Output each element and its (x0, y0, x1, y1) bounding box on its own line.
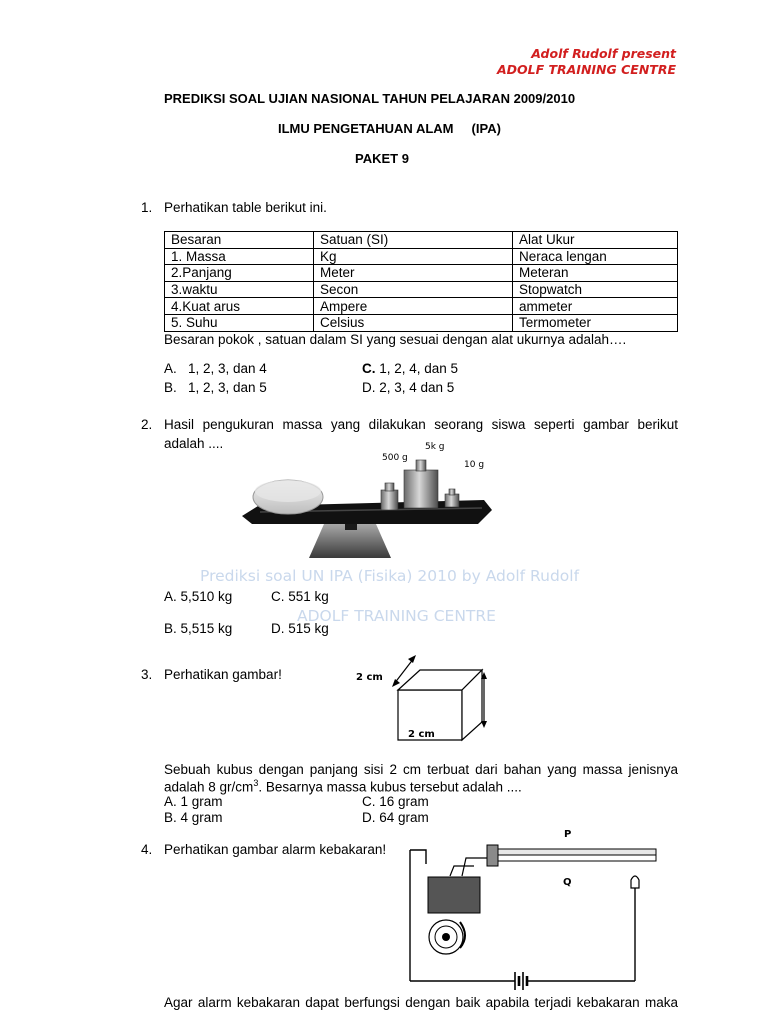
table-cell: Stopwatch (513, 281, 678, 298)
q2-option-c: C. 551 kg (271, 589, 329, 604)
q4-followup: Agar alarm kebakaran dapat berfungsi dengan baik apabila terjadi kebakaran maka (164, 995, 678, 1010)
table-cell: 2.Panjang (165, 265, 314, 282)
table-cell: Neraca lengan (513, 248, 678, 265)
table-cell: 5. Suhu (165, 314, 314, 331)
table-row (165, 298, 678, 315)
watermark-line-2: ADOLF TRAINING CENTRE (297, 607, 496, 625)
q1-option-a: A. 1, 2, 3, dan 4 (164, 361, 267, 376)
table-row (165, 265, 678, 282)
q3-option-a: A. 1 gram (164, 794, 223, 809)
q2-line-1: Hasil pengukuran massa yang dilakukan seorang siswa seperti gambar berikut (164, 417, 678, 432)
cube-dim-top: 2 cm (356, 672, 383, 683)
subject-title: ILMU PENGETAHUAN ALAM (IPA) (278, 121, 501, 136)
package-title: PAKET 9 (355, 151, 409, 166)
q1-option-c-text: 1, 2, 4, dan 5 (375, 361, 459, 376)
q3-line-1: Sebuah kubus dengan panjang sisi 2 cm terbuat dari bahan yang massa jenisnya (164, 762, 678, 777)
alarm-bell-box (428, 877, 480, 913)
q4-number: 4. (141, 842, 153, 857)
table-cell: Termometer (513, 314, 678, 331)
table-cell: Ampere (314, 298, 513, 315)
battery-icon (515, 972, 527, 990)
fire-alarm-circuit (400, 820, 670, 1000)
q3-number: 3. (141, 667, 153, 682)
q1-prompt: Perhatikan table berikut ini. (164, 200, 327, 215)
table-row (165, 314, 678, 331)
q1-option-d: D. 2, 3, 4 dan 5 (362, 380, 455, 395)
table-row (165, 281, 678, 298)
balance-scale-illustration (238, 438, 498, 562)
q3-line-2 (164, 778, 522, 795)
table-cell: Celsius (314, 314, 513, 331)
q3-option-d: D. 64 gram (362, 810, 429, 825)
q2-line-2: adalah .... (164, 436, 224, 451)
cube-illustration (350, 652, 500, 744)
q3-line-2b: . Besarnya massa kubus tersebut adalah .... (258, 779, 522, 795)
q3-line-2-sup: 3 (253, 778, 259, 788)
brand-line-1: Adolf Rudolf present (531, 46, 676, 61)
weight-label-5kg: 5k g (425, 442, 445, 452)
table-cell: 3.waktu (165, 281, 314, 298)
table-header-cell: Alat Ukur (513, 232, 678, 249)
q3-prompt: Perhatikan gambar! (164, 667, 282, 682)
q1-option-c-letter: C. (362, 361, 376, 376)
contact-point-icon (631, 876, 639, 888)
q3-option-b: B. 4 gram (164, 810, 223, 825)
q1-question: Besaran pokok , satuan dalam SI yang sesuai dengan alat ukurnya adalah…. (164, 332, 627, 347)
table-header-cell: Satuan (SI) (314, 232, 513, 249)
table-cell: 4.Kuat arus (165, 298, 314, 315)
table-cell: 1. Massa (165, 248, 314, 265)
table-cell: Meter (314, 265, 513, 282)
weight-label-10g: 10 g (464, 460, 485, 470)
weight-5kg (404, 460, 438, 508)
strip-clamp (487, 845, 498, 866)
table-cell: Meteran (513, 265, 678, 282)
q1-option-b: B. 1, 2, 3, dan 5 (164, 380, 267, 395)
bell-icon (429, 920, 465, 954)
table-cell: Secon (314, 281, 513, 298)
bimetal-strip (487, 845, 656, 866)
q3-option-c: C. 16 gram (362, 794, 429, 809)
q3-line-2a: adalah 8 gr/cm (164, 779, 254, 795)
brand-line-2: ADOLF TRAINING CENTRE (496, 62, 676, 77)
cube-dim-bottom: 2 cm (408, 729, 435, 740)
table-header-row (165, 232, 678, 249)
weight-label-500g: 500 g (382, 453, 408, 463)
q1-table (164, 231, 678, 332)
label-p: P (564, 829, 572, 840)
q2-option-a: A. 5,510 kg (164, 589, 233, 604)
weight-10g (445, 489, 459, 507)
table-row (165, 248, 678, 265)
table-header-cell: Besaran (165, 232, 314, 249)
q2-option-d: D. 515 kg (271, 621, 329, 636)
q2-number: 2. (141, 417, 153, 432)
q4-prompt: Perhatikan gambar alarm kebakaran! (164, 842, 387, 857)
label-q: Q (563, 877, 572, 888)
watermark-line-1: Prediksi soal UN IPA (Fisika) 2010 by Adolf Rudolf (200, 567, 580, 585)
table-cell: Kg (314, 248, 513, 265)
q2-option-b: B. 5,515 kg (164, 621, 233, 636)
document-title: PREDIKSI SOAL UJIAN NASIONAL TAHUN PELAJARAN 2009/2010 (164, 91, 576, 106)
weight-500g (381, 483, 398, 510)
q1-option-c (362, 361, 458, 376)
table-cell: ammeter (513, 298, 678, 315)
q1-number: 1. (141, 200, 153, 215)
